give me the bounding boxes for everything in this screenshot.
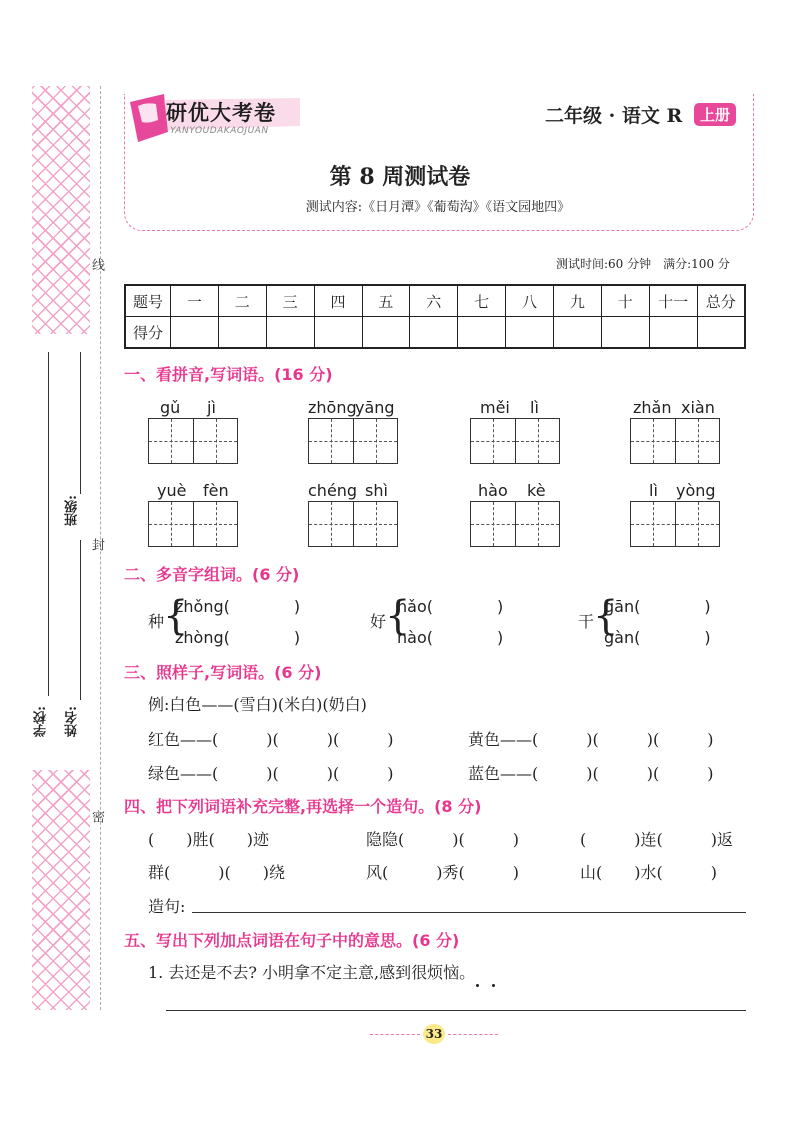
polyphone-char-2: 好 [370,612,387,631]
pinyin-6b: shì [365,481,388,500]
polyphone-reading[interactable]: hǎo( ) [397,597,504,616]
pinyin-3b: lì [530,398,539,417]
writing-grid-4[interactable] [630,418,720,464]
score-header-cell: 五 [362,285,410,317]
score-header-cell: 十一 [649,285,697,317]
writing-grid-3[interactable] [470,418,560,464]
polyphone-reading[interactable]: gàn( ) [604,628,711,647]
score-header-cell: 二 [218,285,266,317]
section-2-title: 二、多音字组词。(6 分) [124,565,300,584]
emphasis-dot [492,984,495,987]
section-5-title: 五、写出下列加点词语在句子中的意思。(6 分) [124,931,460,950]
score-header-cell: 六 [410,285,458,317]
score-table [124,284,746,349]
s4-item[interactable]: ( )连( )返 [580,830,733,849]
score-header-cell: 题号 [125,285,171,317]
score-cell[interactable] [171,317,219,349]
page-number: 33 [423,1024,445,1044]
writing-grid-6[interactable] [308,501,398,547]
volume-badge: 上册 [694,103,736,126]
pinyin-2b: yāng [355,398,395,417]
polyphone-char-3: 干 [578,612,595,631]
s4-item[interactable]: 群( )( )绕 [148,863,285,882]
grade-subject: 二年级 · 语文 R [545,105,683,127]
s4-item[interactable]: 风( )秀( ) [366,863,519,882]
line-char: 线 [89,258,104,271]
test-meta: 测试时间:60 分钟 满分:100 分 [556,257,730,271]
pinyin-1b: jì [207,398,216,417]
class-label: 班级: [65,495,80,526]
s5-question-1: 1. 去还是不去? 小明拿不定主意,感到很烦恼。 [148,963,476,982]
section-1-title: 一、看拼音,写词语。(16 分) [124,365,333,384]
s3-green[interactable]: 绿色——( )( )( ) [148,764,394,783]
pinyin-1a: gǔ [160,398,181,417]
seal-char: 封 [89,538,104,551]
pinyin-2a: zhōng [308,398,357,417]
s4-item[interactable]: 隐隐( )( ) [366,830,519,849]
pinyin-5a: yuè [157,481,187,500]
score-header-cell: 一 [171,285,219,317]
score-header-cell: 九 [554,285,602,317]
logo-subtitle: YANYOUDAKAOJUAN [170,126,269,136]
score-cell[interactable] [458,317,506,349]
pinyin-4b: xiàn [681,398,715,417]
s3-red[interactable]: 红色——( )( )( ) [148,730,394,749]
s5-answer-line[interactable] [166,1010,746,1011]
s3-blue[interactable]: 蓝色——( )( )( ) [468,764,714,783]
pinyin-6a: chéng [308,481,358,500]
polyphone-reading[interactable]: hào( ) [397,628,504,647]
score-cell[interactable] [554,317,602,349]
s4-item[interactable]: 山( )水( ) [580,863,717,882]
page-deco-right [448,1034,498,1035]
pinyin-4a: zhǎn [633,398,672,417]
score-header-cell: 总分 [697,285,745,317]
pinyin-7a: hào [478,481,508,500]
school-label: 学校: [34,706,49,737]
close-char: 密 [89,810,104,823]
s3-yellow[interactable]: 黄色——( )( )( ) [468,730,714,749]
score-cell[interactable] [218,317,266,349]
page-deco-left [370,1034,420,1035]
writing-grid-5[interactable] [148,501,238,547]
name-label: 姓名: [65,706,80,737]
sentence-answer-line[interactable] [192,912,746,913]
score-cell[interactable] [506,317,554,349]
polyphone-reading[interactable]: zhǒng( ) [175,597,301,616]
s3-example: 例:白色——(雪白)(米白)(奶白) [148,695,367,714]
margin-lattice-bottom [32,770,90,1010]
school-field[interactable] [48,352,49,696]
writing-grid-1[interactable] [148,418,238,464]
sentence-label: 造句: [148,897,186,916]
score-cell[interactable] [362,317,410,349]
score-cell[interactable] [697,317,745,349]
score-cell[interactable] [410,317,458,349]
writing-grid-8[interactable] [630,501,720,547]
score-header-cell: 七 [458,285,506,317]
s4-item[interactable]: ( )胜( )迹 [148,830,269,849]
section-4-title: 四、把下列词语补充完整,再选择一个造句。(8 分) [124,797,482,816]
score-cell[interactable] [649,317,697,349]
logo-text: 研优大考卷 [166,101,276,125]
score-header-cell: 四 [314,285,362,317]
score-row-label: 得分 [125,317,171,349]
score-header-cell: 三 [266,285,314,317]
brace-icon: { [163,593,189,639]
brace-icon: { [385,593,411,639]
polyphone-reading[interactable]: zhòng( ) [175,628,301,647]
score-header-cell: 十 [601,285,649,317]
pinyin-8a: lì [649,481,658,500]
polyphone-reading[interactable]: gān( ) [604,597,711,616]
pinyin-8b: yòng [676,481,716,500]
polyphone-char-1: 种 [148,612,165,631]
pinyin-7b: kè [527,481,546,500]
score-cell[interactable] [601,317,649,349]
class-field[interactable] [80,352,81,494]
test-content: 测试内容:《日月潭》《葡萄沟》《语文园地四》 [305,200,571,215]
section-3-title: 三、照样子,写词语。(6 分) [124,663,322,682]
name-field-line[interactable] [80,540,81,700]
writing-grid-2[interactable] [308,418,398,464]
emphasis-dot [476,984,479,987]
score-cell[interactable] [266,317,314,349]
writing-grid-7[interactable] [470,501,560,547]
score-header-cell: 八 [506,285,554,317]
score-cell[interactable] [314,317,362,349]
brace-icon: { [593,593,619,639]
pinyin-5b: fèn [203,481,229,500]
page-title: 第 8 周测试卷 [329,164,471,190]
pinyin-3a: měi [480,398,510,417]
